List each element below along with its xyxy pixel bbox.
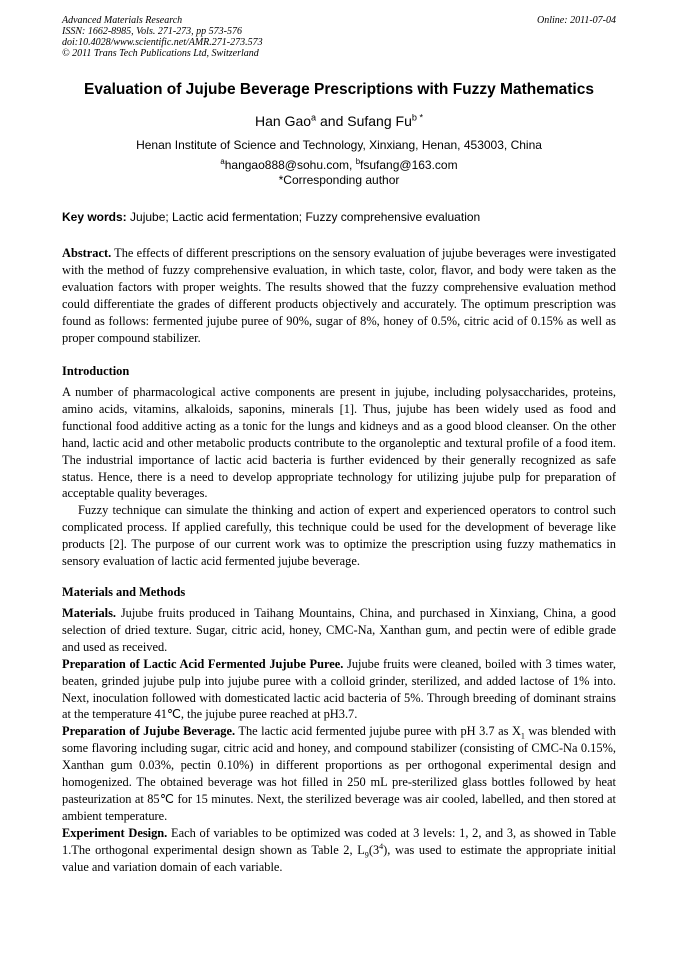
- section-heading-methods: Materials and Methods: [62, 585, 186, 599]
- subsection-label: Materials.: [62, 606, 117, 620]
- superscript: 4: [379, 841, 384, 851]
- paragraph: Fuzzy technique can simulate the thinking and action of expert and experienced operators to control such complicated process. If applied carefully, this technique could be used for the development of beverage like products [2]. The purpose of our current work was to optimize the prescription using fuzzy mathematics in sensory evaluation of lactic acid fermented jujube beverage.: [62, 503, 616, 569]
- paragraph-text: (3: [368, 842, 380, 857]
- methods-body: [62, 605, 616, 876]
- paragraph: [62, 723, 616, 824]
- corresponding-note: *Corresponding author: [278, 173, 400, 187]
- affiliation: Henan Institute of Science and Technology, Xinxiang, Henan, 453003, China: [136, 138, 542, 152]
- keywords-text: Jujube; Lactic acid fermentation; Fuzzy comprehensive evaluation: [126, 210, 481, 224]
- author-affil-mark: a: [311, 112, 317, 123]
- subsection-label: Experiment Design.: [62, 825, 168, 840]
- abstract-text: The effects of different prescriptions on the sensory evaluation of jujube beverages were investigated with the method of fuzzy comprehensive evaluation, in which taste, color, flavor, and body were taken as the evaluation factors with proper weights. The results showed that the fuzzy comprehensive evaluation method could differentiate the grades of different products objectively and accurately. The optimum prescription was found as follows: fermented jujube puree of 90%, sugar of 8%, honey of 0.5%, citric acid of 0.15% as well as proper compound stabilizer.: [62, 246, 616, 345]
- paragraph: [62, 605, 616, 656]
- paragraph: A number of pharmacological active components are present in jujube, including polysaccharides, proteins, amino acids, vitamins, alkaloids, saponins, minerals [1]. Thus, jujube has been widely used as food and functional food additive acting as a tonic for the lungs and kidneys and as a good blood cleanser. On the other hand, lactic acid and other metabolic products contribute to the organoleptic and textural profile of a food item. The industrial importance of lactic acid bacteria is further evidenced by their generally recognized as safe status. Hence, there is a need to develop appropriate technology for utilizing jujube pulp for preparation of acceptable quality beverages.: [62, 385, 616, 501]
- paragraph-text: Jujube fruits produced in Taihang Mountains, China, and purchased in Xinxiang, China, a good selection of dried texture. Sugar, citric acid, honey, CMC-Na, Xanthan gum, and pectin were of edible grade and used as received.: [62, 606, 616, 654]
- online-date: Online: 2011-07-04: [537, 15, 616, 26]
- author-separator: and: [316, 113, 348, 129]
- author-name: Han Gao: [255, 113, 312, 129]
- email-link[interactable]: fsufang@163.com: [360, 158, 458, 172]
- paragraph: [62, 825, 616, 876]
- authors-line: [62, 113, 616, 129]
- author-affil-mark: b *: [411, 112, 423, 123]
- journal-name: Advanced Materials Research: [62, 15, 183, 26]
- email-mark: b: [355, 157, 361, 166]
- abstract-label: Abstract.: [62, 246, 112, 260]
- subscript: 9: [364, 850, 369, 860]
- paragraph-text: Each of variables to be optimized was coded at 3 levels: 1, 2, and 3, as showed in Table 1.The orthogonal experimental design shown as Table 2, L: [62, 825, 616, 857]
- author-name: Sufang Fu: [347, 113, 412, 129]
- subsection-label: Preparation of Lactic Acid Fermented Jujube Puree.: [62, 656, 344, 671]
- subsection-label: Preparation of Jujube Beverage.: [62, 724, 236, 739]
- keywords-label: Key words:: [62, 210, 127, 224]
- contact-block: [62, 158, 616, 188]
- paragraph-text: The lactic acid fermented jujube puree with pH 3.7 as X: [235, 724, 521, 739]
- email-mark: a: [220, 157, 225, 166]
- paragraph-text: Jujube fruits were cleaned, boiled with 3 times water, beaten, grinded jujube pulp into jujube puree with a colloid grinder, sterilized, and added lactose of 1% into. Next, inoculation followed with domesticated lactic acid bacteria of 5%. Through breeding of dominant strains at the temperature 41℃, the jujube puree reached at pH3.7.: [62, 656, 616, 722]
- journal-header: [62, 15, 616, 59]
- copyright-line: © 2011 Trans Tech Publications Ltd, Switzerland: [62, 48, 259, 59]
- issn-line: ISSN: 1662-8985, Vols. 271-273, pp 573-576: [62, 26, 242, 37]
- email-line: [62, 158, 616, 173]
- paper-title: Evaluation of Jujube Beverage Prescriptions with Fuzzy Mathematics: [84, 81, 594, 98]
- paragraph-text: ), was used to estimate the appropriate initial value and variation domain of each variable.: [62, 842, 617, 874]
- paragraph-text: was blended with some flavoring including sugar, citric acid and honey, and compound stabilizer (consisting of CMC-Na 0.15%, Xanthan gum 0.03%, pectin 0.10%) in different proportions as per orthogonal experimental design and homogenized. The obtained beverage was hot filled in 250 mL pre-sterilized glass bottles followed by heat pasteurization at 85℃ for 15 minutes. Next, the sterilized beverage was air cooled, labelled, and then stored at ambient temperature.: [62, 724, 616, 823]
- doi-line: doi:10.4028/www.scientific.net/AMR.271-273.573: [62, 37, 263, 48]
- keywords: [62, 210, 616, 224]
- paragraph: [62, 656, 616, 724]
- subscript: 1: [520, 731, 525, 741]
- email-link[interactable]: hangao888@sohu.com,: [224, 158, 356, 172]
- section-heading-introduction: Introduction: [62, 364, 130, 378]
- introduction-body: [62, 384, 616, 570]
- abstract: [62, 245, 616, 346]
